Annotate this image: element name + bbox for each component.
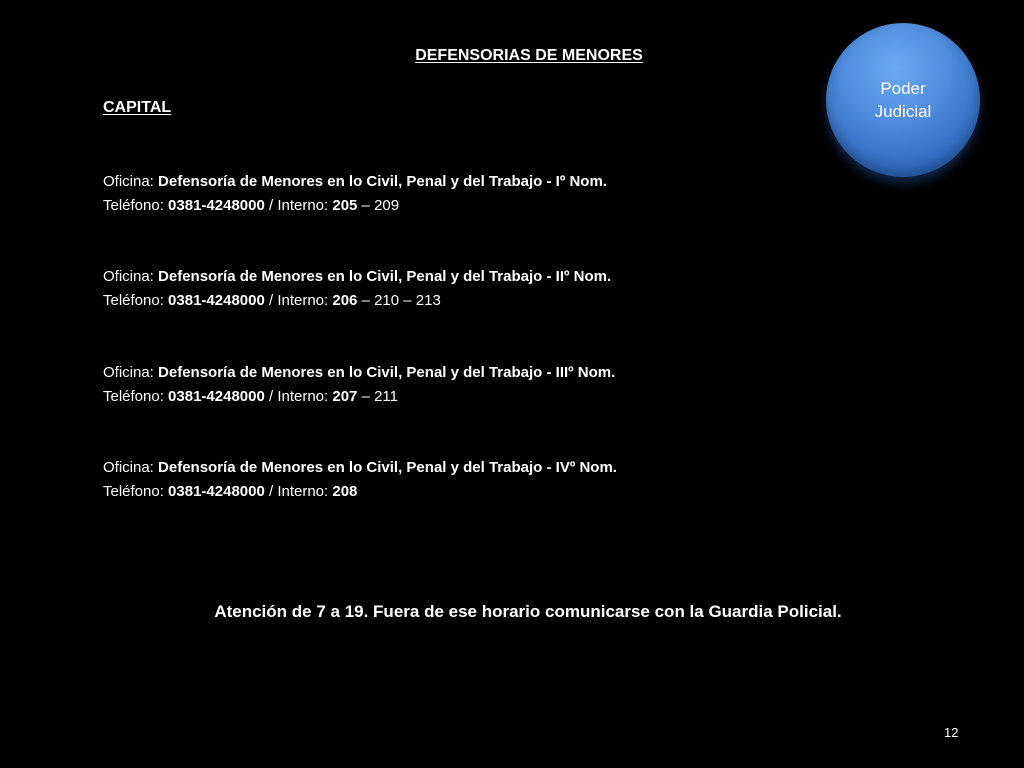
office-name: Defensoría de Menores en lo Civil, Penal y del Trabajo - Iº Nom.: [158, 173, 607, 190]
office-line: [103, 265, 611, 289]
office-name: Defensoría de Menores en lo Civil, Penal y del Trabajo - IIIº Nom.: [158, 364, 616, 381]
phone-number: 0381-4248000: [168, 197, 265, 214]
office-entry: [103, 361, 615, 409]
extension-label: / Interno:: [264, 388, 333, 405]
phone-label: Teléfono:: [103, 483, 169, 500]
phone-number: 0381-4248000: [168, 483, 265, 500]
office-entry: [103, 170, 607, 218]
slide-title: DEFENSORIAS DE MENORES: [415, 47, 643, 64]
phone-number: 0381-4248000: [168, 388, 265, 405]
phone-number: 0381-4248000: [168, 292, 265, 309]
office-line: [103, 170, 607, 194]
phone-label: Teléfono:: [103, 388, 169, 405]
extension-label: / Interno:: [264, 197, 333, 214]
extension-extra: – 209: [357, 197, 400, 214]
office-label: Oficina:: [103, 459, 159, 476]
extension-number: 206: [332, 292, 358, 309]
extension-extra: – 210 – 213: [357, 292, 441, 309]
badge-line-1: Poder: [880, 79, 926, 98]
page-number: 12: [944, 725, 959, 740]
extension-number: 208: [332, 483, 358, 500]
phone-line: [103, 194, 607, 218]
extension-extra: – 211: [357, 388, 398, 405]
phone-label: Teléfono:: [103, 292, 169, 309]
poder-judicial-badge: [826, 23, 980, 177]
office-name: Defensoría de Menores en lo Civil, Penal y del Trabajo - IVº Nom.: [158, 459, 617, 476]
phone-line: [103, 385, 615, 409]
phone-line: [103, 480, 617, 504]
office-label: Oficina:: [103, 173, 159, 190]
hours-notice: Atención de 7 a 19. Fuera de ese horario comunicarse con la Guardia Policial.: [214, 602, 842, 621]
office-entry: [103, 456, 617, 504]
extension-label: / Interno:: [264, 292, 333, 309]
extension-label: / Interno:: [264, 483, 333, 500]
extension-number: 207: [332, 388, 358, 405]
office-label: Oficina:: [103, 364, 159, 381]
extension-number: 205: [332, 197, 358, 214]
badge-line-2: Judicial: [874, 102, 932, 121]
phone-line: [103, 289, 611, 313]
phone-label: Teléfono:: [103, 197, 169, 214]
office-name: Defensoría de Menores en lo Civil, Penal y del Trabajo - IIº Nom.: [158, 268, 612, 285]
office-label: Oficina:: [103, 268, 159, 285]
section-heading: CAPITAL: [103, 99, 172, 116]
office-line: [103, 361, 615, 385]
office-line: [103, 456, 617, 480]
office-entry: [103, 265, 611, 313]
